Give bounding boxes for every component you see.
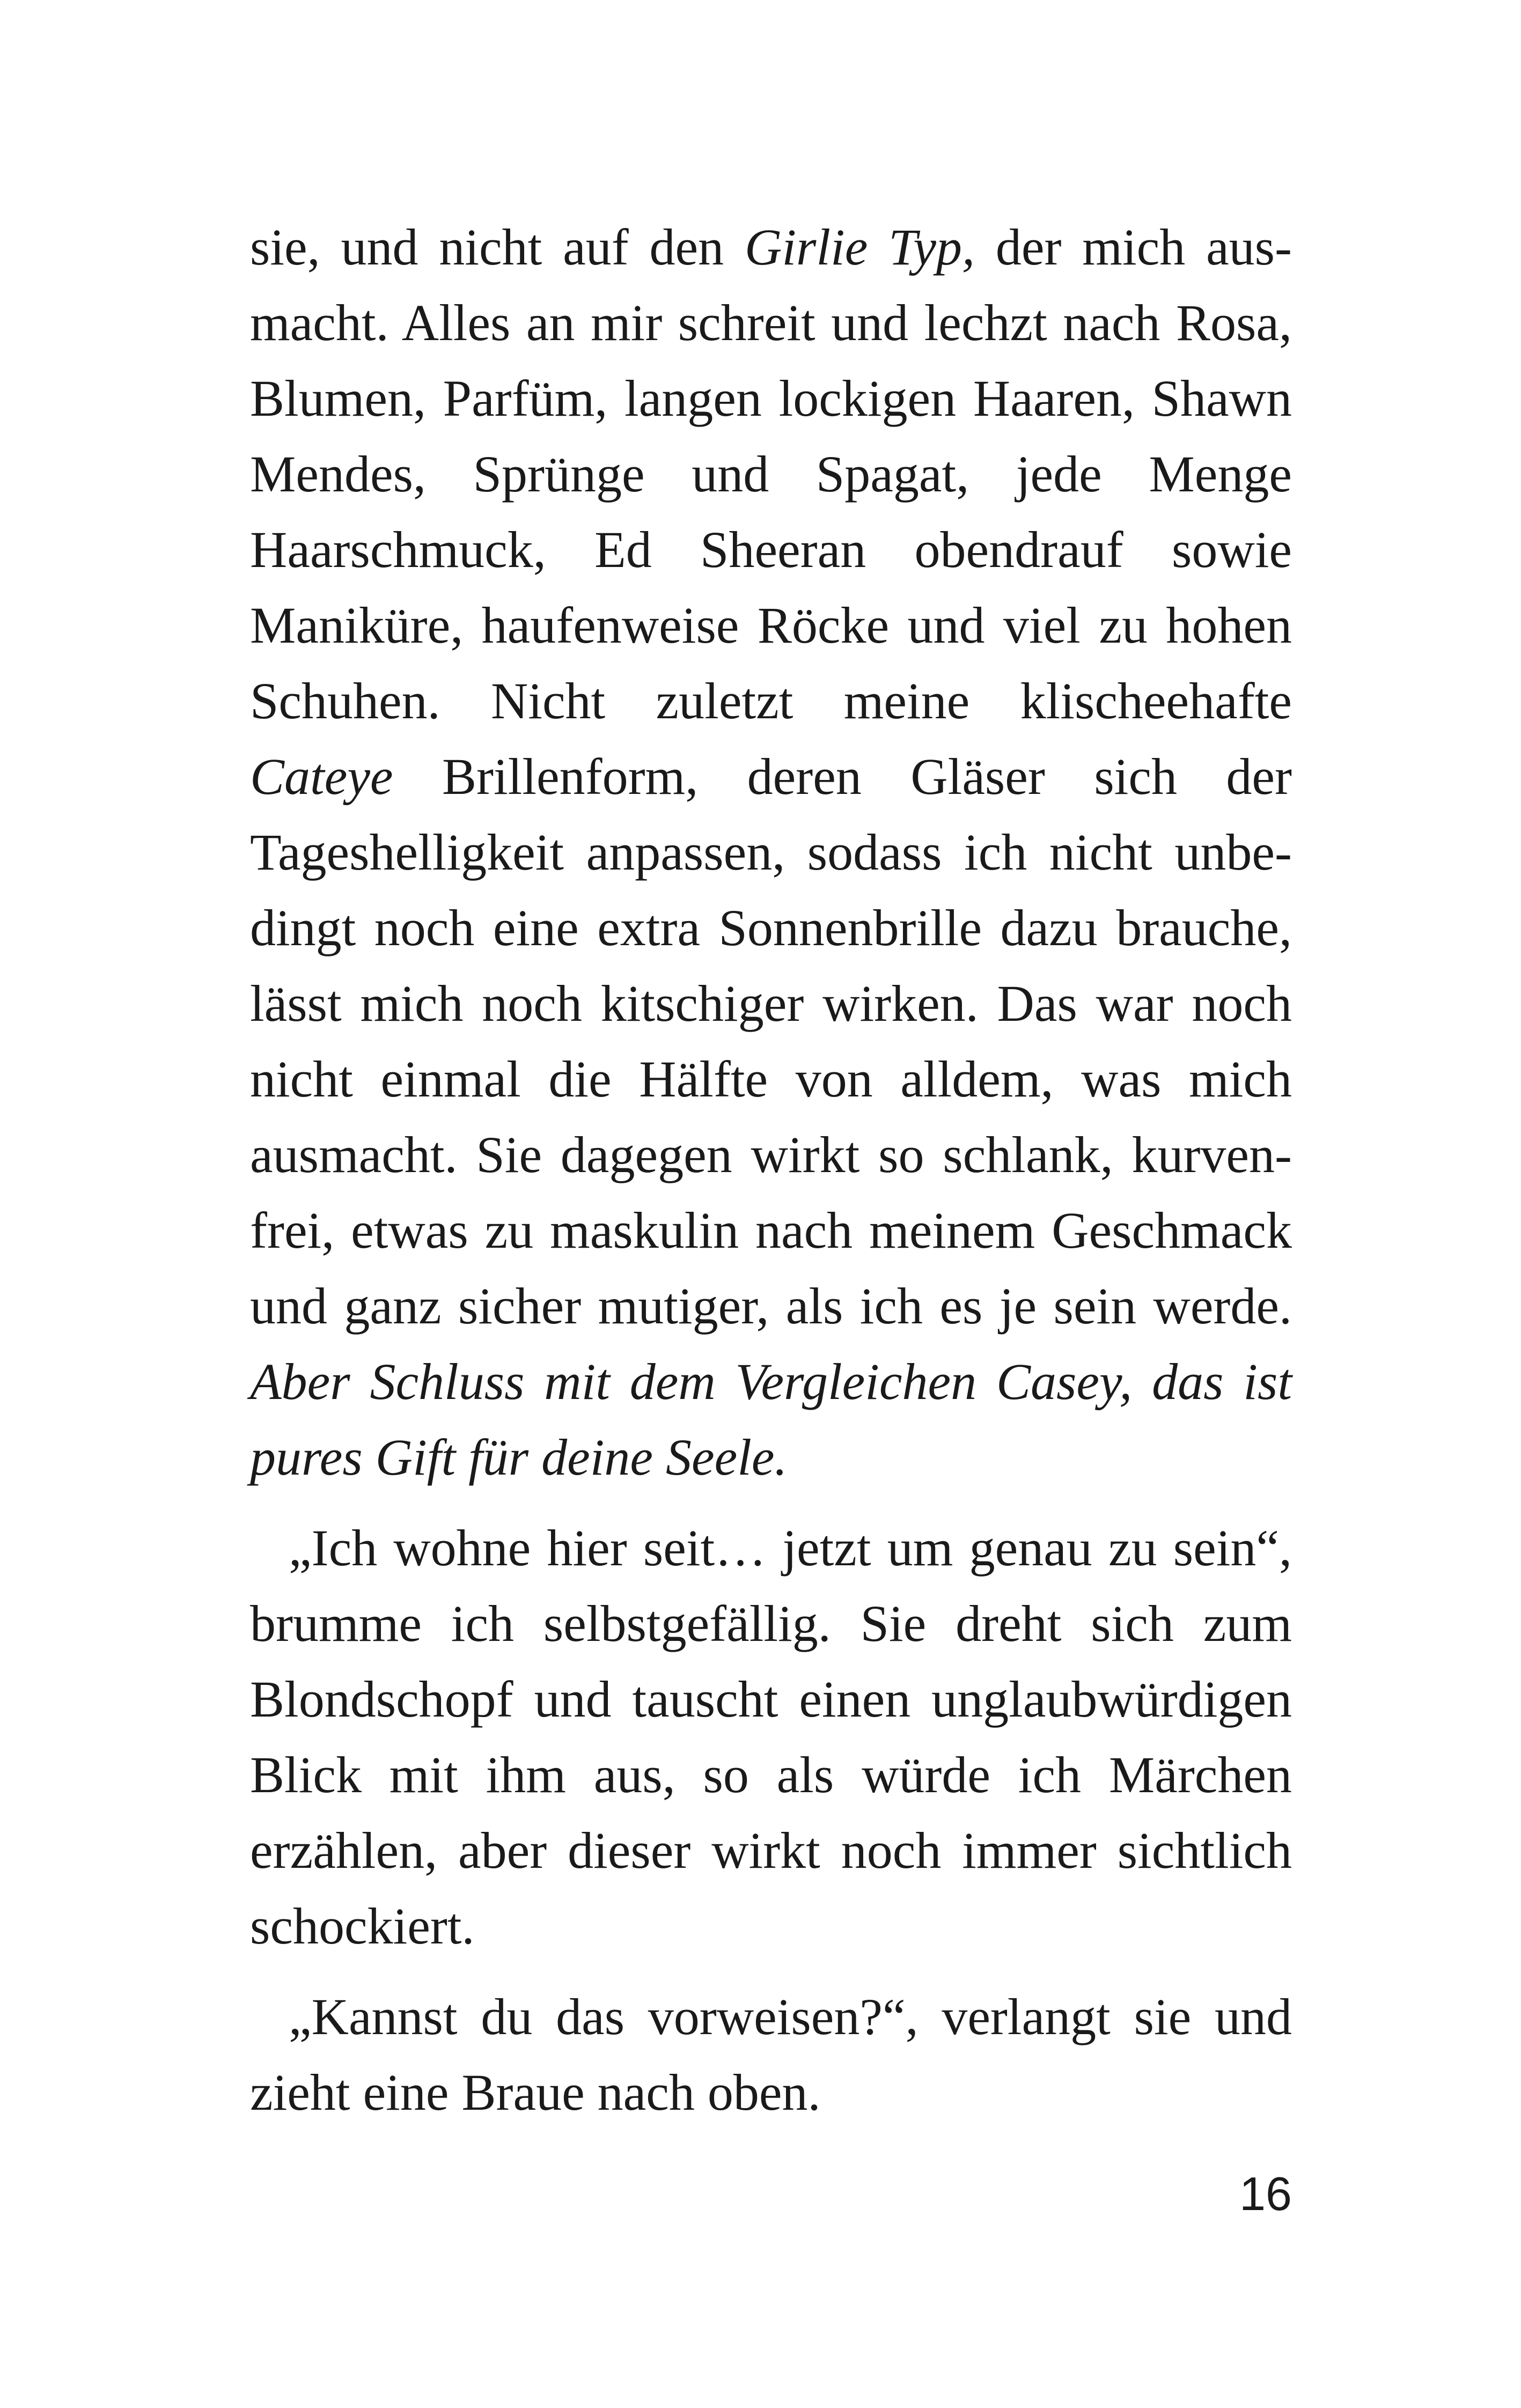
text-segment: der mich ausmacht. Alles an mir schreit und lechzt nach Rosa, Blumen, Parfüm, langen lockigen Haaren, Shawn Mendes, Sprünge und Spagat, jede Menge Haarschmuck, Ed Sheeran obendrauf sowie Maniküre, haufenweise Röcke und viel zu hohen Schuhen. Nicht zuletzt meine klischeehafte — [250, 218, 1292, 730]
paragraph-1 — [250, 209, 1292, 1495]
text-segment: „Ich wohne hier seit… jetzt um genau zu sein“, brumme ich selbstgefällig. Sie dreht sich zum Blondschopf und tauscht einen unglaubwürdigen Blick mit ihm aus, so als würde ich Märchen erzählen, aber dieser wirkt noch immer sichtlich schockiert. — [250, 1519, 1292, 1955]
italic-segment: Girlie Typ, — [744, 218, 975, 276]
italic-segment: Cateye — [250, 748, 393, 805]
body-text — [250, 209, 1292, 2130]
page-number: 16 — [1239, 2167, 1292, 2220]
text-segment: „Kannst du das vorweisen?“, verlangt sie und zieht eine Braue nach oben. — [250, 1988, 1292, 2121]
text-segment: sie, und nicht auf den — [250, 218, 745, 276]
paragraph-3 — [250, 1979, 1292, 2130]
italic-segment: Aber Schluss mit dem Vergleichen Casey, das ist pures Gift für deine Seele. — [250, 1353, 1292, 1486]
text-segment: Brillenform, deren Gläser sich der Tageshelligkeit anpassen, sodass ich nicht unbedingt noch eine extra Sonnenbrille dazu brauche, lässt mich noch kitschiger wirken. Das war noch nicht einmal die Hälfte von alldem, was mich ausmacht. Sie dagegen wirkt so schlank, kurvenfrei, etwas zu maskulin nach meinem Geschmack und ganz sicher mutiger, als ich es je sein werde. — [250, 748, 1292, 1335]
paragraph-2 — [250, 1510, 1292, 1964]
